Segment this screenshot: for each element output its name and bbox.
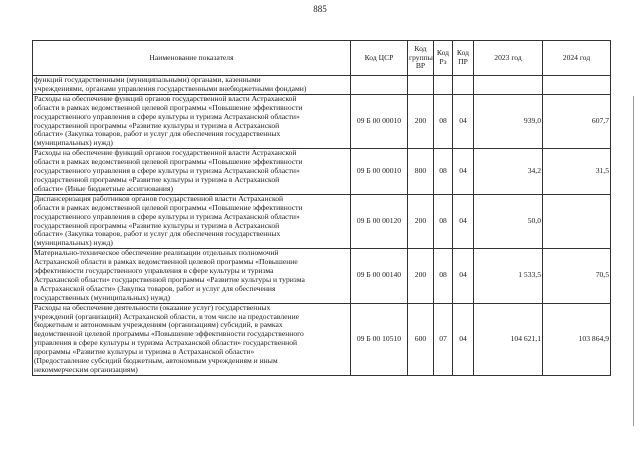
header-row	[33, 41, 611, 76]
cell-pr: 04	[453, 149, 474, 195]
cell-y2023	[474, 76, 543, 95]
header-2023: 2023 год	[474, 41, 543, 76]
cell-rz: 08	[434, 249, 453, 303]
row-name-line: области в рамках ведомственной целевой программы «Повышение эффективности	[34, 202, 303, 212]
row-name-line: бюджетным и автономным учреждениям (организациям) субсидий, в рамках	[34, 320, 283, 330]
cell-rz	[434, 76, 453, 95]
row-name-line: государственной программы «Развитие культуры и туризма в Астраханской	[34, 174, 280, 184]
scan-edge-line	[633, 96, 634, 426]
row-name-line: ведомственной целевой программы «Повышение эффективности государственного	[34, 329, 304, 339]
cell-rz: 08	[434, 194, 453, 248]
row-name-line: области» (Иные бюджетные ассигнования)	[34, 183, 173, 193]
cell-vr: 200	[408, 94, 434, 148]
cell-rz: 07	[434, 303, 453, 375]
cell-vr: 200	[408, 194, 434, 248]
cell-csr: 09 Б 00 10510	[351, 303, 408, 375]
row-name-line: (муниципальных) нужд)	[34, 138, 113, 148]
row-name-line: Расходы на обеспечение функций органов государственной власти Астраханской	[34, 148, 297, 158]
row-name-line: Материально-техническое обеспечение реализации отдельных полномочий	[34, 248, 279, 258]
cell-rz: 08	[434, 149, 453, 195]
cell-vr	[408, 76, 434, 95]
row-name-line: области» (Закупка товаров, работ и услуг для обеспечения государственных	[34, 229, 281, 239]
cell-y2023: 50,0	[474, 194, 543, 248]
row-name-cell	[33, 94, 351, 148]
row-name-line: учреждениями, органами управления государственными внебюджетными фондами)	[34, 83, 307, 93]
cell-csr: 09 Б 00 00140	[351, 249, 408, 303]
header-rz: Код Рз	[434, 41, 453, 76]
cell-y2024: 103 864,9	[543, 303, 611, 375]
row-name-line: государственного управления в сфере культуры и туризма Астраханской области»	[34, 166, 300, 176]
row-name-line: области в рамках ведомственной целевой программы «Повышение эффективности	[34, 102, 303, 112]
row-name-line: области в рамках ведомственной целевой программы «Повышение эффективности	[34, 157, 303, 167]
row-name-line: государственного управления в сфере культуры и туризма Астраханской области»	[34, 211, 300, 221]
cell-y2023: 939,0	[474, 94, 543, 148]
cell-pr: 04	[453, 194, 474, 248]
row-name-cell	[33, 76, 351, 95]
cell-y2023: 104 621,1	[474, 303, 543, 375]
header-name: Наименование показателя	[33, 41, 351, 76]
row-name-line: эффективности государственного управления в сфере культуры и туризма	[34, 266, 274, 276]
row-name-line: Астраханской области» государственной программы «Развитие культуры и туризма	[34, 274, 305, 284]
cell-y2023: 34,2	[474, 149, 543, 195]
budget-table	[32, 40, 611, 376]
table-row	[33, 94, 611, 148]
cell-vr: 200	[408, 249, 434, 303]
cell-csr: 09 Б 00 00120	[351, 194, 408, 248]
row-name-cell	[33, 249, 351, 303]
cell-y2024	[543, 76, 611, 95]
cell-vr: 600	[408, 303, 434, 375]
table-row	[33, 76, 611, 95]
cell-rz: 08	[434, 94, 453, 148]
header-csr: Код ЦСР	[351, 41, 408, 76]
cell-y2024: 607,7	[543, 94, 611, 148]
row-name-cell	[33, 149, 351, 195]
header-2024: 2024 год	[543, 41, 611, 76]
cell-pr: 04	[453, 94, 474, 148]
row-name-line: государственной программы «Развитие культуры и туризма в Астраханской	[34, 120, 280, 130]
cell-y2024: 70,5	[543, 249, 611, 303]
cell-csr: 09 Б 00 00010	[351, 94, 408, 148]
row-name-line: государственной программы «Развитие культуры и туризма в Астраханской	[34, 220, 280, 230]
row-name-line: программы «Развитие культуры и туризма в Астраханской области»	[34, 347, 255, 357]
cell-y2024: 31,5	[543, 149, 611, 195]
row-name-line: учреждений (организаций) Астраханской области, в том числе на предоставление	[34, 311, 300, 321]
row-name-line: Астраханской области в рамках ведомственной целевой программы «Повышение	[34, 257, 298, 267]
cell-y2023: 1 533,5	[474, 249, 543, 303]
cell-pr: 04	[453, 303, 474, 375]
row-name-line: государственного управления в сфере культуры и туризма Астраханской области»	[34, 111, 300, 121]
header-vr: Код группы ВР	[408, 41, 434, 76]
cell-y2024	[543, 194, 611, 248]
table-body	[33, 76, 611, 376]
cell-pr: 04	[453, 249, 474, 303]
page-number: 885	[313, 4, 327, 14]
cell-csr: 09 Б 00 00010	[351, 149, 408, 195]
row-name-line: области» (Закупка товаров, работ и услуг для обеспечения государственных	[34, 129, 281, 139]
cell-csr	[351, 76, 408, 95]
row-name-line: Расходы на обеспечение функций органов государственной власти Астраханской	[34, 94, 297, 103]
row-name-line: некоммерческим организациям)	[34, 365, 138, 374]
row-name-line: в Астраханской области» (Закупка товаров, работ и услуг для обеспечения	[34, 283, 276, 293]
cell-pr	[453, 76, 474, 95]
row-name-line: Расходы на обеспечение деятельности (оказание услуг) государственных	[34, 303, 271, 312]
cell-vr: 800	[408, 149, 434, 195]
row-name-line: государственных (муниципальных) нужд)	[34, 292, 170, 302]
table-row	[33, 303, 611, 375]
table-row	[33, 149, 611, 195]
row-name-cell	[33, 194, 351, 248]
table-row	[33, 249, 611, 303]
row-name-line: управления в сфере культуры и туризма Астраханской области» государственной	[34, 338, 298, 348]
row-name-line: (муниципальных) нужд)	[34, 238, 113, 248]
row-name-line: Диспансеризация работников органов государственной власти Астраханской	[34, 194, 284, 203]
row-name-line: функций государственными (муниципальными) органами, казенными	[34, 75, 261, 84]
row-name-line: (Предоставление субсидий бюджетным, автономным учреждениям и иным	[34, 356, 278, 366]
row-name-cell	[33, 303, 351, 375]
table-row	[33, 194, 611, 248]
header-pr: Код ПР	[453, 41, 474, 76]
